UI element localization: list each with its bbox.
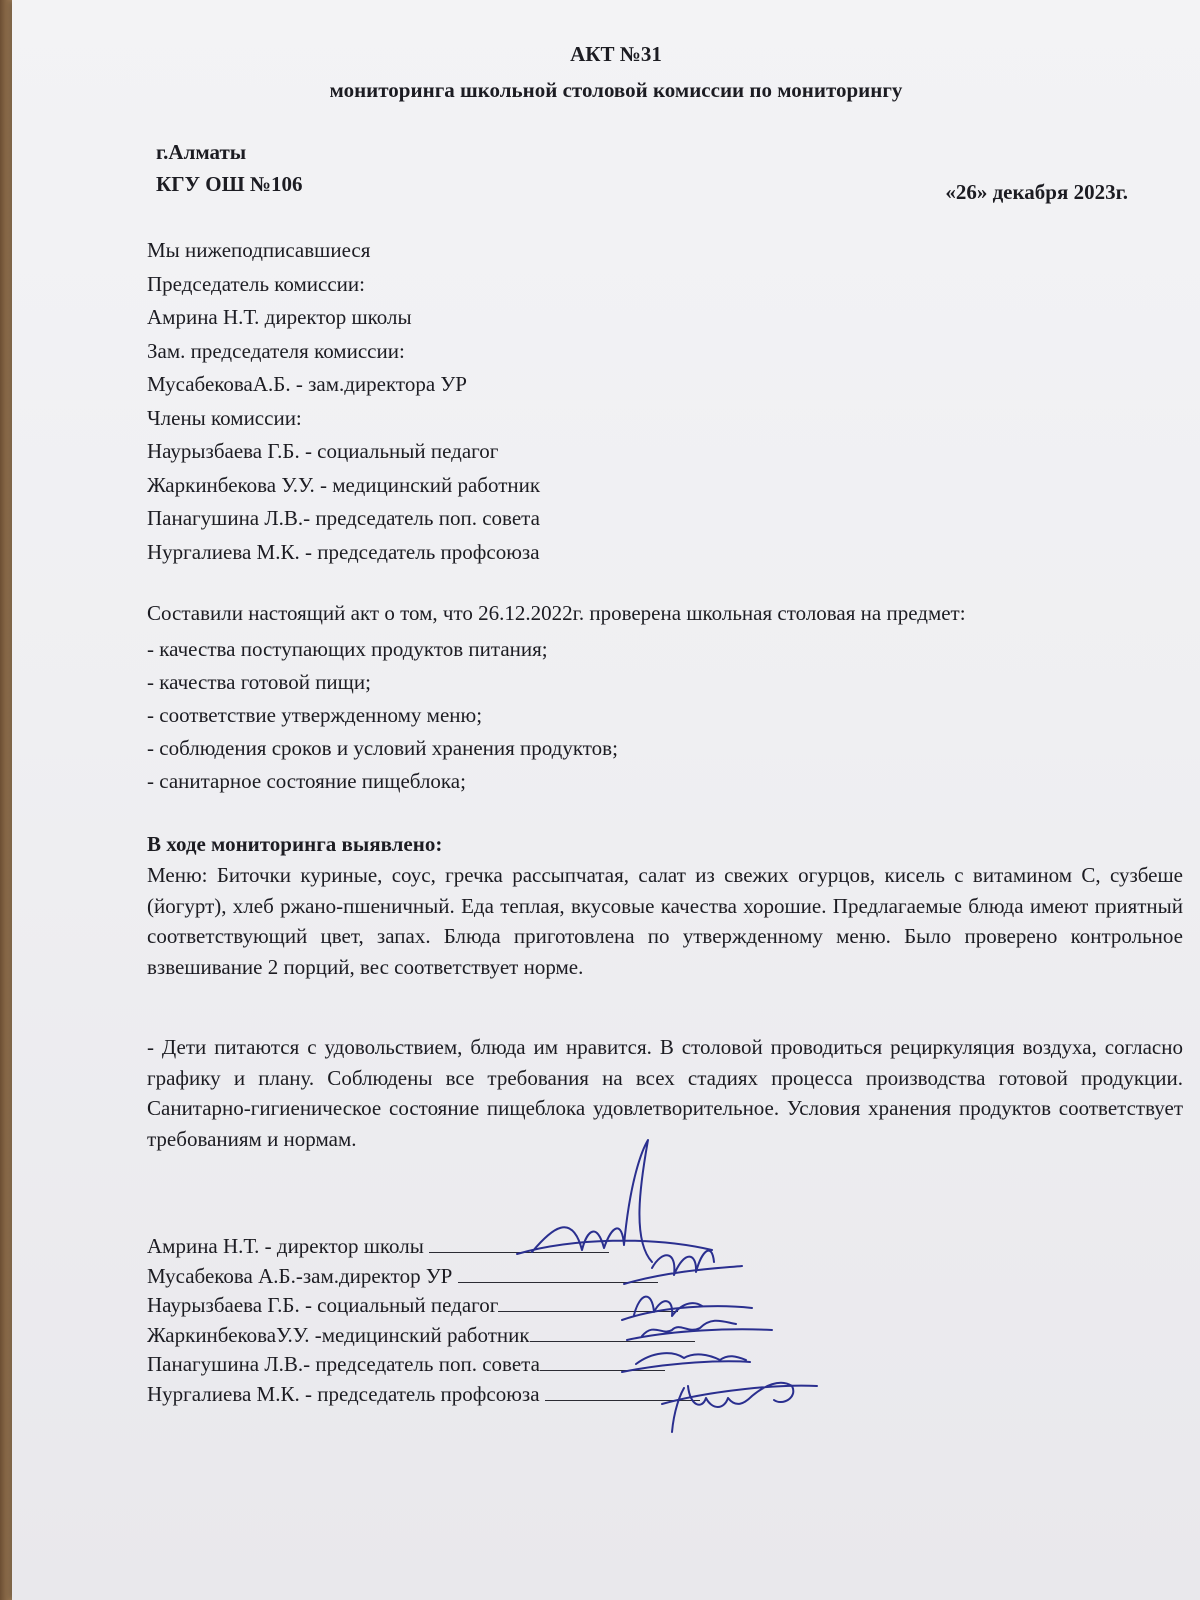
act-date: «26» декабря 2023г. (945, 180, 1128, 204)
members-heading: Члены комиссии: (147, 405, 302, 430)
act-subtitle: мониторинга школьной столовой комиссии по мониторингу (329, 78, 903, 102)
signature-row (147, 1232, 700, 1262)
inspection-subject-item: - соответствие утвержденному меню; (147, 703, 483, 727)
act-title: АКТ №31 (570, 42, 662, 66)
members-intro: Мы нижеподписавшиеся (147, 238, 371, 262)
signatory-name: Нургалиева М.К. - председатель профсоюза (147, 1381, 545, 1406)
signature-row (147, 1350, 700, 1380)
document-sheet (12, 0, 1200, 1600)
signature-line (458, 1262, 658, 1283)
signature-row (147, 1380, 700, 1410)
signature-line (545, 1380, 700, 1401)
inspection-subject-item: - санитарное состояние пищеблока; (147, 769, 466, 793)
signature-row (147, 1262, 700, 1292)
findings-menu-paragraph: Меню: Биточки куриные, соус, гречка рассыпчатая, салат из свежих огурцов, кисель с витамином С, сузбеше (йогурт), хлеб ржано-пшеничный. Еда теплая, вкусовые качества хорошие. Предлагаемые блюда имеют приятный соответствующий цвет, запах. Блюда приготовлена по утвержденному меню. Было проверено контрольное взвешивание 2 порций, вес соответствует норме. (147, 863, 1183, 979)
inspection-subject-item: - качества готовой пищи; (147, 670, 371, 694)
signature-block (147, 1232, 700, 1409)
signature-line (429, 1232, 609, 1253)
member-item: Наурызбаева Г.Б. - социальный педагог (147, 439, 499, 463)
member-item: Панагушина Л.В.- председатель поп. совета (147, 506, 540, 530)
school-label: КГУ ОШ №106 (156, 172, 303, 196)
signatory-name: Наурызбаева Г.Б. - социальный педагог (147, 1293, 499, 1317)
inspection-subjects (147, 633, 618, 798)
chair-heading: Председатель комиссии: (147, 271, 365, 296)
deputy-name: МусабековаА.Б. - зам.директора УР (147, 372, 467, 396)
member-item: Нургалиева М.К. - председатель профсоюза (147, 539, 540, 564)
chair-name: Амрина Н.Т. директор школы (147, 305, 412, 329)
signatory-name: Мусабекова А.Б.-зам.директор УР (147, 1263, 458, 1288)
commission-members (147, 234, 540, 569)
signatory-name: Амрина Н.Т. - директор школы (147, 1234, 430, 1258)
findings-heading: В ходе мониторинга выявлено: (147, 832, 443, 856)
signature-row (147, 1321, 700, 1351)
city-label: г.Алматы (156, 140, 247, 164)
signature-row (147, 1291, 700, 1321)
signature-line (498, 1291, 678, 1312)
signatory-name: Панагушина Л.В.- председатель поп. совета (147, 1352, 540, 1376)
findings-conditions-paragraph: - Дети питаются с удовольствием, блюда им нравится. В столовой проводиться рециркуляция воздуха, согласно графику и плану. Соблюдены все требования на всех стадиях процесса производства готовой продукции. Санитарно-гигиеническое состояние пищеблока удовлетворительное. Условия хранения продуктов соответствует требованиям и нормам. (147, 1035, 1183, 1151)
signatory-name: ЖаркинбековаУ.У. -медицинский работник (147, 1322, 530, 1347)
inspection-subject-item: - соблюдения сроков и условий хранения продуктов; (147, 736, 618, 760)
inspection-subject-item: - качества поступающих продуктов питания; (147, 637, 548, 661)
signature-line (540, 1350, 665, 1371)
signature-line (530, 1321, 695, 1342)
deputy-heading: Зам. председателя комиссии: (147, 338, 405, 363)
member-item: Жаркинбекова У.У. - медицинский работник (147, 472, 541, 497)
inspection-intro: Составили настоящий акт о том, что 26.12.2022г. проверена школьная столовая на предмет: (147, 601, 966, 625)
